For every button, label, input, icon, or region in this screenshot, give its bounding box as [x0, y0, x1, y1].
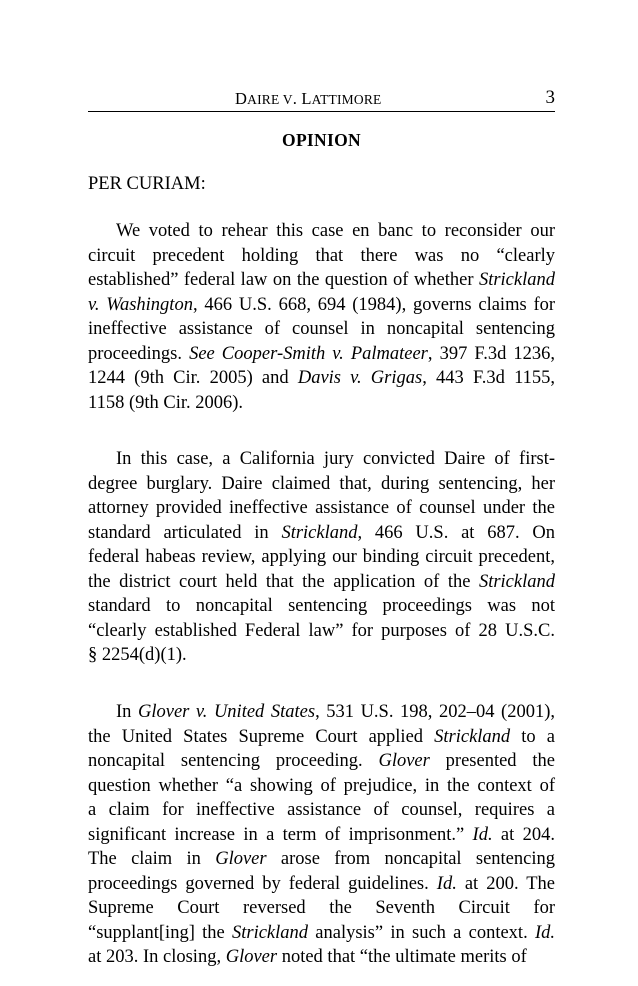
- text-segment: presented the: [429, 751, 555, 771]
- text-line: [88, 268, 555, 293]
- running-title-part: D: [235, 89, 248, 108]
- text-segment: The claim in: [88, 849, 216, 869]
- running-title: [235, 89, 382, 109]
- text-segment: at 204.: [492, 824, 555, 845]
- italic-citation: Strickland: [478, 571, 555, 592]
- text-segment: at 203. In closing,: [88, 947, 226, 967]
- text-line: 1158 (9th Cir. 2006).: [88, 392, 244, 413]
- text-segment: noncapital sentencing proceeding.: [88, 751, 379, 771]
- text-segment: proceedings governed by federal guidelines.: [88, 873, 437, 894]
- text-segment: , 466 U.S. at 687. On: [357, 522, 555, 543]
- running-header: [88, 87, 555, 112]
- text-segment: the district court held that the application of the: [88, 571, 479, 592]
- text-segment: at 200. The: [456, 873, 556, 894]
- text-line: [88, 725, 555, 750]
- italic-citation: Glover v. United States: [137, 702, 316, 722]
- text-line: [88, 342, 555, 367]
- italic-citation: v. Washington: [88, 294, 193, 315]
- text-line: [88, 700, 555, 725]
- text-line: ineffective assistance of counsel in noncapital sentencing: [88, 319, 555, 339]
- italic-citation: Glover: [378, 751, 430, 771]
- text-line: attorney provided ineffective assistance of counsel under the: [88, 498, 555, 518]
- italic-citation: Id.: [436, 873, 457, 894]
- italic-citation: Id.: [472, 824, 493, 845]
- text-line: circuit precedent holding that there was no “clearly: [88, 245, 555, 266]
- text-line: [88, 945, 555, 970]
- text-segment: , 531 U.S. 198, 202–04 (2001),: [315, 702, 555, 722]
- section-heading: OPINION: [282, 130, 361, 150]
- text-segment: analysis” in such a context.: [308, 922, 535, 943]
- text-segment: , 466 U.S. 668, 694 (1984), governs claims for: [192, 294, 556, 315]
- text-segment: In: [116, 702, 138, 722]
- italic-citation: Strickland: [478, 270, 555, 290]
- text-line: [88, 570, 555, 595]
- paragraph-1: [88, 219, 555, 415]
- text-segment: standard articulated in: [88, 522, 282, 543]
- text-line: a claim for ineffective assistance of counsel, requires a: [88, 800, 555, 820]
- paragraph-3: [88, 700, 555, 970]
- italic-citation: Glover: [215, 849, 267, 869]
- text-segment: significant increase in a term of imprisonment.”: [88, 824, 473, 845]
- text-line: [88, 823, 555, 848]
- italic-citation: Id.: [534, 922, 556, 943]
- text-line: question whether “a showing of prejudice, in the context of: [88, 775, 555, 796]
- text-line: [88, 847, 555, 872]
- text-line: Supreme Court reversed the Seventh Circuit for: [88, 898, 555, 918]
- text-line: [88, 872, 555, 897]
- italic-citation: Strickland: [434, 726, 511, 747]
- italic-citation: Glover: [225, 947, 278, 967]
- text-line: § 2254(d)(1).: [88, 645, 187, 665]
- page-number: 3: [545, 87, 555, 108]
- running-title-part: ATTIMORE: [311, 92, 382, 107]
- text-line: federal habeas review, applying our binding circuit precedent,: [88, 547, 555, 567]
- text-line: [88, 293, 555, 318]
- text-line: [88, 366, 555, 391]
- italic-citation: See Cooper-Smith v. Palmateer: [189, 343, 428, 364]
- text-segment: proceedings.: [88, 343, 190, 364]
- text-segment: to a: [510, 726, 555, 747]
- text-line: “clearly established Federal law” for purposes of 28 U.S.C.: [88, 620, 555, 641]
- text-segment: the United States Supreme Court applied: [88, 726, 435, 747]
- italic-citation: Strickland: [231, 922, 309, 943]
- text-segment: noted that “the ultimate merits of: [277, 947, 527, 967]
- text-line: In this case, a California jury convicted Daire of first-: [116, 449, 555, 469]
- text-line: standard to noncapital sentencing proceedings was not: [88, 596, 555, 616]
- paragraph-2: [88, 447, 555, 668]
- running-title-part: AIRE V: [247, 92, 293, 107]
- text-segment: , 397 F.3d 1236,: [427, 343, 555, 364]
- text-segment: 1244 (9th Cir. 2005) and: [88, 368, 298, 388]
- italic-citation: Davis v. Grigas: [297, 368, 423, 388]
- text-segment: established” federal law on the question of whether: [88, 270, 479, 290]
- text-segment: arose from noncapital sentencing: [266, 849, 555, 869]
- text-line: [88, 921, 555, 946]
- text-line: We voted to rehear this case en banc to reconsider our: [116, 221, 555, 241]
- text-segment: , 443 F.3d 1155,: [422, 368, 556, 388]
- per-curiam-label: PER CURIAM:: [88, 174, 206, 194]
- text-segment: “supplant[ing] the: [88, 922, 232, 943]
- running-title-part: . L: [292, 89, 312, 108]
- text-line: [88, 749, 555, 774]
- italic-citation: Strickland: [281, 522, 358, 543]
- text-line: [88, 521, 555, 546]
- text-line: degree burglary. Daire claimed that, during sentencing, her: [88, 473, 555, 494]
